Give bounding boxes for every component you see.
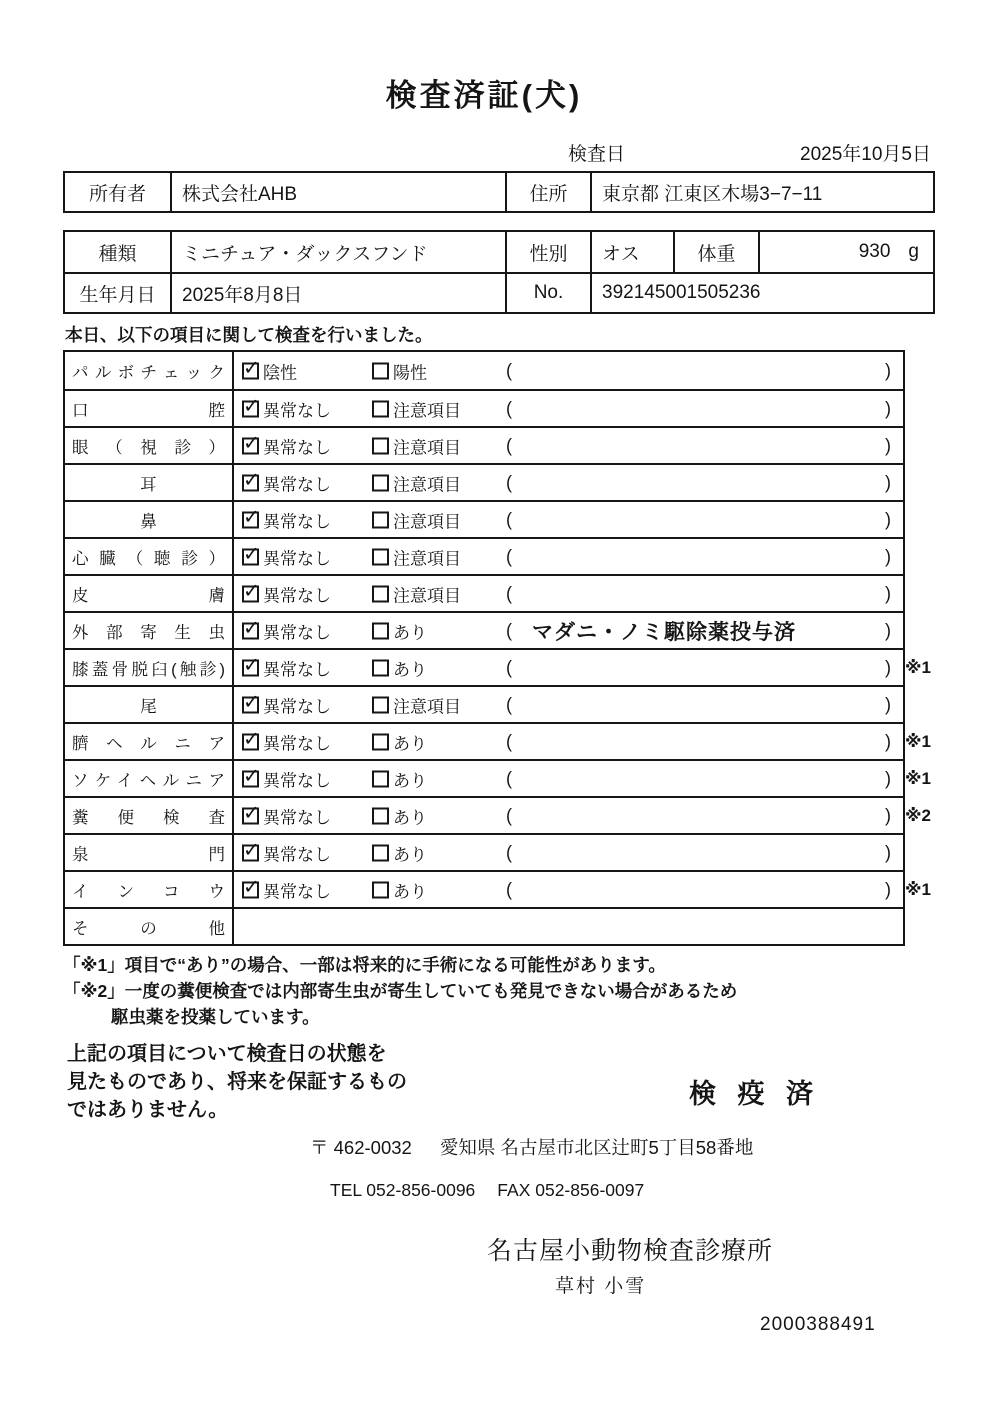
option-1-label: 異常なし: [263, 438, 331, 457]
clinic-name: 名古屋小動物検査診療所: [487, 1237, 774, 1265]
paren-open: (: [506, 842, 512, 862]
exam-row-patella: [65, 648, 931, 685]
exam-row-content: [234, 539, 903, 574]
quarantine-stamp: 検 疫 済: [688, 1079, 820, 1109]
exam-row-label: 尾: [65, 687, 234, 722]
inspection-date-row: [63, 139, 935, 165]
exam-row-umbilical-hernia: [65, 722, 931, 759]
option-1-label: 異常なし: [263, 401, 331, 420]
option-1-label: 陰性: [263, 363, 297, 382]
disclaimer-section: [63, 1040, 935, 1130]
option-1-label: 異常なし: [263, 623, 331, 642]
option-2-label: 注意項目: [393, 549, 461, 568]
exam-row-label: インコウ: [65, 872, 234, 907]
option-1: [242, 803, 331, 828]
paren-close: ): [885, 620, 891, 640]
exam-row-content: [234, 613, 903, 648]
option-2: [372, 507, 461, 532]
option-2-label: 注意項目: [393, 438, 461, 457]
unchecked-checkbox-icon: [372, 622, 389, 639]
option-2: [372, 581, 461, 606]
option-1: [242, 433, 331, 458]
owner-row: [65, 173, 933, 211]
exam-row-label: ソケイヘルニア: [65, 761, 234, 796]
paren-open: (: [506, 472, 512, 492]
option-1-label: 異常なし: [263, 475, 331, 494]
exam-row-content: [234, 909, 903, 944]
exam-row-content: [234, 724, 931, 759]
paren-close: ): [885, 398, 891, 418]
unchecked-checkbox-icon: [372, 844, 389, 861]
option-2-label: あり: [393, 882, 427, 901]
footnote-2-continued: 駆虫薬を投薬しています。: [111, 1007, 320, 1027]
exam-row-content: [234, 835, 903, 870]
paren-close: ): [885, 842, 891, 862]
paren-close: ): [885, 657, 891, 677]
option-1-label: 異常なし: [263, 845, 331, 864]
no-value: 392145001505236: [602, 282, 761, 303]
pet-row-2: [65, 272, 933, 312]
disclaimer-line-2: 見たものであり、将来を保証するもの: [67, 1071, 407, 1093]
option-1-label: 異常なし: [263, 771, 331, 790]
option-2: [372, 544, 461, 569]
option-1: [242, 544, 331, 569]
option-2-label: 陽性: [393, 363, 427, 382]
exam-row-content: [234, 798, 931, 833]
option-1-label: 異常なし: [263, 882, 331, 901]
inspection-date-label: 検査日: [568, 144, 626, 165]
option-1-label: 異常なし: [263, 549, 331, 568]
paren-open: (: [506, 546, 512, 566]
option-1-label: 異常なし: [263, 697, 331, 716]
exam-row-content: [234, 352, 903, 389]
unchecked-checkbox-icon: [372, 770, 389, 787]
option-1: [242, 840, 331, 865]
checked-checkbox-icon: [242, 548, 259, 565]
paren-content: マダニ・ノミ駆除薬投与済: [532, 620, 796, 644]
paren-close: ): [885, 360, 891, 380]
option-2: [372, 396, 461, 421]
exam-row-nose: [65, 500, 903, 537]
paren-close: ): [885, 805, 891, 825]
option-1: [242, 729, 331, 754]
breed-label: 種類: [65, 232, 172, 272]
weight-cell: [760, 232, 933, 272]
exam-row-content: [234, 687, 903, 722]
checked-checkbox-icon: [242, 807, 259, 824]
unchecked-checkbox-icon: [372, 548, 389, 565]
unchecked-checkbox-icon: [372, 733, 389, 750]
exam-row-label: 泉門: [65, 835, 234, 870]
unchecked-checkbox-icon: [372, 696, 389, 713]
paren-open: (: [506, 657, 512, 677]
unchecked-checkbox-icon: [372, 585, 389, 602]
option-1: [242, 766, 331, 791]
option-1: [242, 877, 331, 902]
clinic-address-line: [310, 1134, 935, 1160]
sex-label: 性別: [507, 232, 592, 272]
disclaimer-line-3: ではありません。: [67, 1099, 229, 1121]
exam-row-eyes: [65, 426, 903, 463]
checked-checkbox-icon: [242, 400, 259, 417]
option-2: [372, 729, 427, 754]
checked-checkbox-icon: [242, 844, 259, 861]
exam-row-label: その他: [65, 909, 234, 944]
exam-row-content: [234, 576, 903, 611]
option-2: [372, 840, 427, 865]
address-label: 住所: [507, 173, 592, 211]
birth-value: 2025年8月8日: [172, 274, 507, 312]
footnote-2: 「※2」一度の糞便検査では内部寄生虫が寄生していても発見できない場合があるため: [63, 981, 738, 1001]
address-value: 東京都 江東区木場3−7−11: [602, 183, 823, 205]
paren-open: (: [506, 360, 512, 380]
checked-checkbox-icon: [242, 696, 259, 713]
paren-open: (: [506, 435, 512, 455]
checked-checkbox-icon: [242, 474, 259, 491]
paren-close: ): [885, 879, 891, 899]
paren-open: (: [506, 583, 512, 603]
disclaimer-line-1: 上記の項目について検査日の状態を: [67, 1043, 387, 1065]
exam-row-label: 膝蓋骨脱臼(触診): [65, 650, 234, 685]
option-1: [242, 396, 331, 421]
option-2: [372, 358, 427, 383]
unchecked-checkbox-icon: [372, 362, 389, 379]
checked-checkbox-icon: [242, 437, 259, 454]
pet-row-1: [65, 232, 933, 272]
option-2-label: 注意項目: [393, 697, 461, 716]
paren-close: ): [885, 472, 891, 492]
option-2: [372, 618, 427, 643]
option-2-label: 注意項目: [393, 512, 461, 531]
option-2: [372, 433, 461, 458]
weight-label: 体重: [675, 232, 760, 272]
exam-row-parvo: [65, 352, 903, 389]
exam-row-label: 口腔: [65, 391, 234, 426]
checked-checkbox-icon: [242, 659, 259, 676]
certificate-title: 検査済証(犬): [385, 78, 583, 113]
exam-row-fontanelle: [65, 833, 903, 870]
veterinarian-name: 草村 小雪: [555, 1276, 647, 1297]
note-marker: ※1: [905, 768, 931, 788]
option-2-label: あり: [393, 808, 427, 827]
exam-row-content: [234, 502, 903, 537]
exam-row-inkou: [65, 870, 931, 907]
intro-text: 本日、以下の項目に関して検査を行いました。: [65, 325, 433, 345]
exam-row-label: 耳: [65, 465, 234, 500]
sex-value: オス: [592, 232, 675, 272]
option-1-label: 異常なし: [263, 586, 331, 605]
paren-close: ): [885, 546, 891, 566]
exam-row-content: [234, 465, 903, 500]
option-2: [372, 766, 427, 791]
option-2-label: あり: [393, 734, 427, 753]
exam-row-heart: [65, 537, 903, 574]
unchecked-checkbox-icon: [372, 807, 389, 824]
postal-code: 〒 462-0032: [310, 1137, 412, 1158]
paren-open: (: [506, 620, 512, 640]
exam-row-label: 心臓（聴診）: [65, 539, 234, 574]
weight-value: 930: [858, 241, 891, 262]
option-2-label: あり: [393, 845, 427, 864]
option-1: [242, 618, 331, 643]
option-1: [242, 470, 331, 495]
breed-value: ミニチュア・ダックスフンド: [172, 232, 507, 272]
exam-row-inguinal-hernia: [65, 759, 931, 796]
paren-close: ): [885, 694, 891, 714]
exam-row-label: 糞便検査: [65, 798, 234, 833]
paren-open: (: [506, 509, 512, 529]
paren-open: (: [506, 768, 512, 788]
note-marker: ※1: [905, 731, 931, 751]
weight-unit: g: [908, 241, 919, 262]
exam-row-fecal: [65, 796, 931, 833]
paren-open: (: [506, 805, 512, 825]
exam-row-label: パルボチェック: [65, 352, 234, 389]
exam-row-ears: [65, 463, 903, 500]
checked-checkbox-icon: [242, 733, 259, 750]
paren-close: ): [885, 509, 891, 529]
unchecked-checkbox-icon: [372, 437, 389, 454]
exam-row-ectoparasite: [65, 611, 903, 648]
inspection-date-value: 2025年10月5日: [800, 144, 931, 165]
option-1-label: 異常なし: [263, 660, 331, 679]
paren-open: (: [506, 398, 512, 418]
exam-table: [63, 350, 931, 946]
exam-row-content: [234, 650, 931, 685]
option-2-label: あり: [393, 623, 427, 642]
paren-close: ): [885, 435, 891, 455]
option-1: [242, 655, 331, 680]
clinic-tel-line: [330, 1180, 935, 1201]
exam-row-label: 眼（視診）: [65, 428, 234, 463]
exam-row-label: 外部寄生虫: [65, 613, 234, 648]
checked-checkbox-icon: [242, 622, 259, 639]
note-marker: ※1: [905, 657, 931, 677]
exam-row-tail: [65, 685, 903, 722]
footnotes: [63, 952, 935, 1030]
exam-row-label: 臍ヘルニア: [65, 724, 234, 759]
paren-open: (: [506, 694, 512, 714]
option-2: [372, 803, 427, 828]
unchecked-checkbox-icon: [372, 881, 389, 898]
paren-close: ): [885, 583, 891, 603]
paren-open: (: [506, 879, 512, 899]
option-2-label: あり: [393, 771, 427, 790]
checked-checkbox-icon: [242, 362, 259, 379]
option-1-label: 異常なし: [263, 808, 331, 827]
checked-checkbox-icon: [242, 585, 259, 602]
option-2: [372, 877, 427, 902]
unchecked-checkbox-icon: [372, 400, 389, 417]
unchecked-checkbox-icon: [372, 511, 389, 528]
note-marker: ※2: [905, 805, 931, 825]
exam-row-skin: [65, 574, 903, 611]
checked-checkbox-icon: [242, 881, 259, 898]
unchecked-checkbox-icon: [372, 474, 389, 491]
exam-row-content: [234, 428, 903, 463]
option-2-label: 注意項目: [393, 475, 461, 494]
clinic-fax: FAX 052-856-0097: [497, 1180, 645, 1200]
owner-label: 所有者: [65, 173, 172, 211]
clinic-tel: TEL 052-856-0096: [330, 1180, 476, 1200]
exam-row-mouth: [65, 389, 903, 426]
footnote-1: 「※1」項目で“あり”の場合、一部は将来的に手術になる可能性があります。: [63, 955, 666, 975]
option-1: [242, 692, 331, 717]
note-marker: ※1: [905, 879, 931, 899]
serial-number: 2000388491: [760, 1314, 876, 1335]
exam-row-content: [234, 391, 903, 426]
exam-row-other: [65, 907, 903, 944]
option-2: [372, 692, 461, 717]
paren-close: ): [885, 768, 891, 788]
paren-open: (: [506, 731, 512, 751]
option-1-label: 異常なし: [263, 512, 331, 531]
option-2-label: あり: [393, 660, 427, 679]
option-1: [242, 581, 331, 606]
option-1: [242, 358, 297, 383]
owner-table: [63, 171, 935, 213]
option-1: [242, 507, 331, 532]
pet-table: [63, 230, 935, 314]
no-label: No.: [507, 274, 592, 312]
option-1-label: 異常なし: [263, 734, 331, 753]
paren-close: ): [885, 731, 891, 751]
clinic-address: 愛知県 名古屋市北区辻町5丁目58番地: [439, 1137, 754, 1158]
checked-checkbox-icon: [242, 770, 259, 787]
exam-row-content: [234, 872, 931, 907]
checked-checkbox-icon: [242, 511, 259, 528]
exam-row-content: [234, 761, 931, 796]
exam-row-label: 鼻: [65, 502, 234, 537]
option-2-label: 注意項目: [393, 401, 461, 420]
birth-label: 生年月日: [65, 274, 172, 312]
unchecked-checkbox-icon: [372, 659, 389, 676]
exam-row-label: 皮膚: [65, 576, 234, 611]
option-2-label: 注意項目: [393, 586, 461, 605]
owner-value: 株式会社AHB: [172, 173, 507, 211]
option-2: [372, 655, 427, 680]
option-2: [372, 470, 461, 495]
